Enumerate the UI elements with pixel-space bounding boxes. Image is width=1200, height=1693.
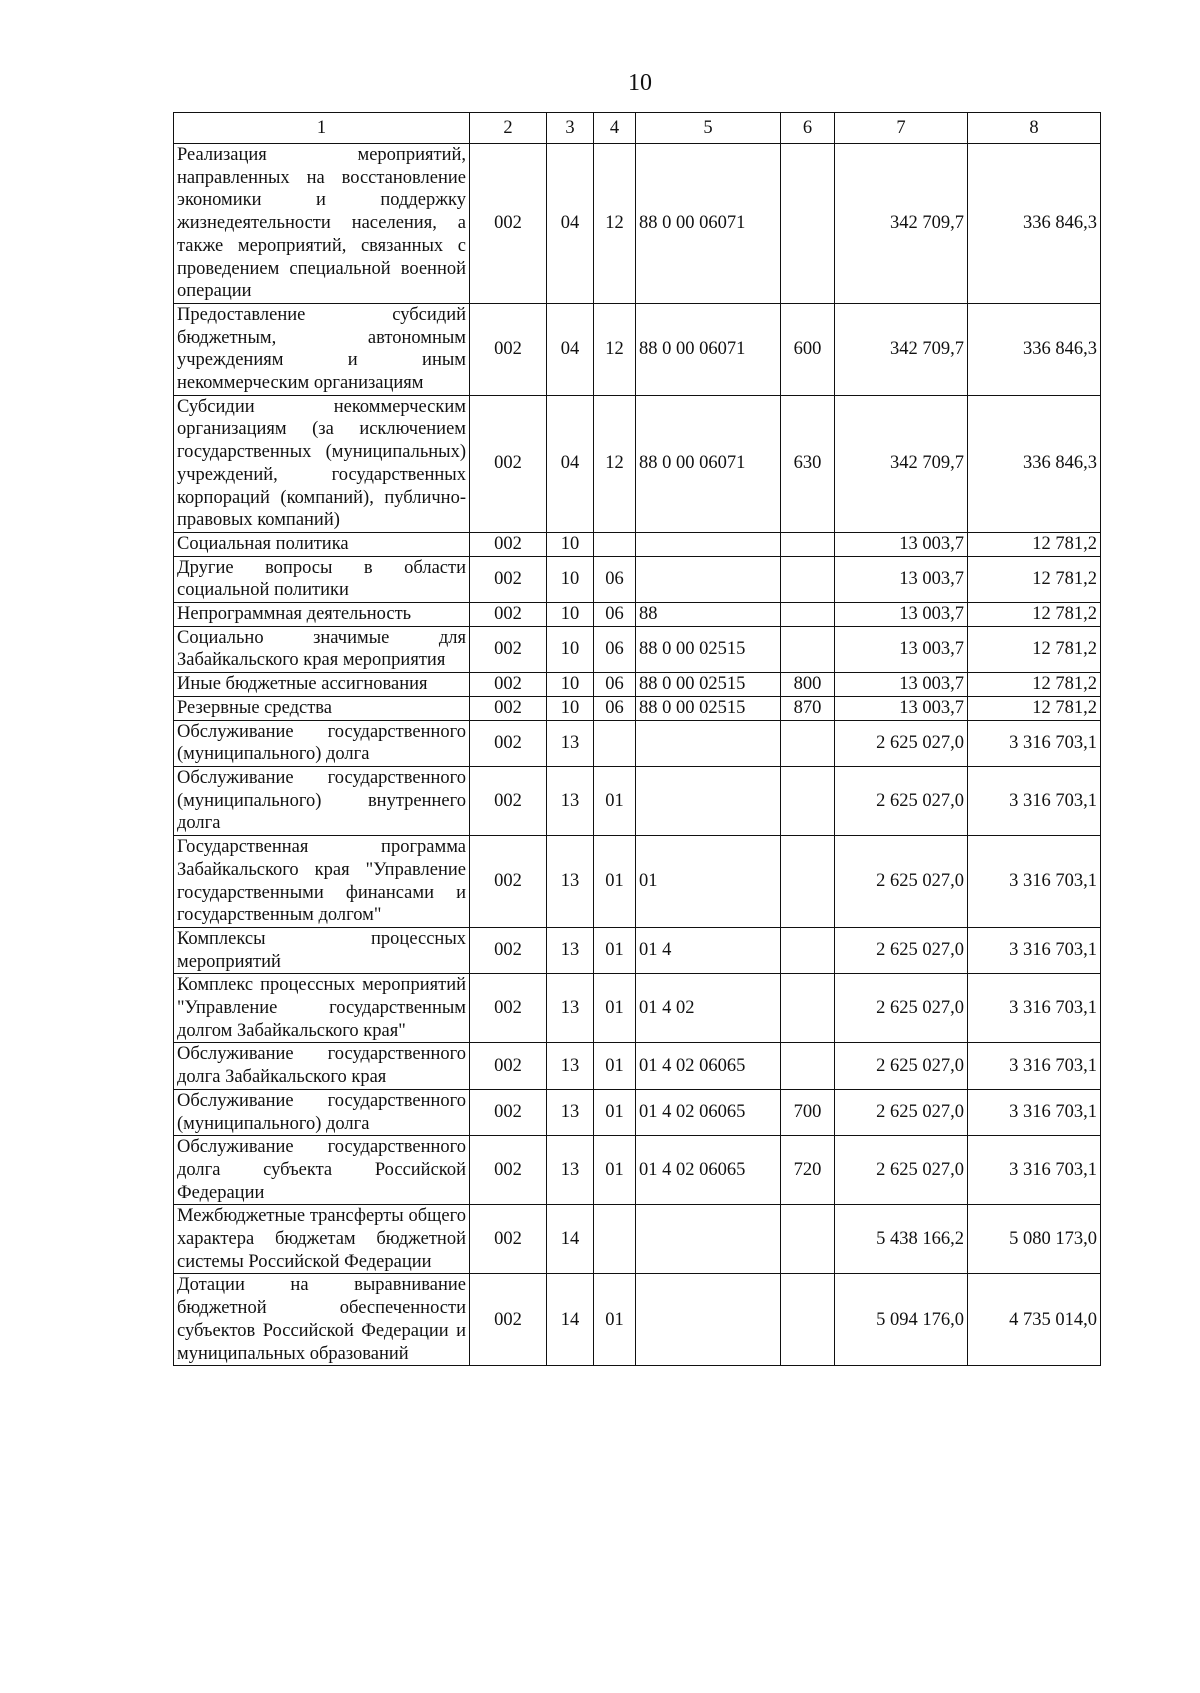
row-name-cell: Межбюджетные трансферты общего характера бюджетам бюджетной системы Российской Федерации — [174, 1205, 470, 1274]
amount-cell-year1: 5 438 166,2 — [835, 1205, 968, 1274]
target-article-cell: 01 4 — [636, 927, 781, 973]
expense-type-cell — [781, 144, 835, 304]
amount-cell-year1: 13 003,7 — [835, 696, 968, 720]
target-article-cell: 01 4 02 06065 — [636, 1136, 781, 1205]
section-cell: 10 — [547, 626, 594, 672]
subsection-cell: 01 — [594, 1274, 636, 1366]
header-cell: 6 — [781, 113, 835, 144]
expense-type-cell — [781, 974, 835, 1043]
amount-cell-year2: 12 781,2 — [968, 673, 1101, 697]
code-cell: 002 — [470, 974, 547, 1043]
amount-cell-year2: 336 846,3 — [968, 395, 1101, 532]
amount-cell-year2: 3 316 703,1 — [968, 1089, 1101, 1135]
row-name-cell: Предоставление субсидий бюджетным, автономным учреждениям и иным некоммерческим организациям — [174, 303, 470, 395]
target-article-cell: 88 0 00 02515 — [636, 626, 781, 672]
row-name-cell: Социальная политика — [174, 532, 470, 556]
amount-cell-year1: 342 709,7 — [835, 303, 968, 395]
header-row — [174, 113, 1101, 144]
subsection-cell: 01 — [594, 927, 636, 973]
amount-cell-year1: 2 625 027,0 — [835, 1136, 968, 1205]
code-cell: 002 — [470, 1136, 547, 1205]
subsection-cell: 01 — [594, 836, 636, 928]
table-row — [174, 532, 1101, 556]
section-cell: 13 — [547, 927, 594, 973]
subsection-cell — [594, 720, 636, 766]
code-cell: 002 — [470, 303, 547, 395]
section-cell: 10 — [547, 696, 594, 720]
section-cell: 13 — [547, 720, 594, 766]
header-cell: 4 — [594, 113, 636, 144]
amount-cell-year2: 12 781,2 — [968, 696, 1101, 720]
code-cell: 002 — [470, 532, 547, 556]
table-row — [174, 1205, 1101, 1274]
target-article-cell — [636, 556, 781, 602]
table-row — [174, 974, 1101, 1043]
expense-type-cell: 870 — [781, 696, 835, 720]
target-article-cell: 88 0 00 02515 — [636, 696, 781, 720]
amount-cell-year2: 4 735 014,0 — [968, 1274, 1101, 1366]
target-article-cell: 01 4 02 — [636, 974, 781, 1043]
page-number: 10 — [628, 70, 652, 96]
amount-cell-year1: 13 003,7 — [835, 532, 968, 556]
target-article-cell — [636, 720, 781, 766]
table-row — [174, 836, 1101, 928]
subsection-cell: 06 — [594, 556, 636, 602]
code-cell: 002 — [470, 720, 547, 766]
row-name-cell: Обслуживание государственного долга субъекта Российской Федерации — [174, 1136, 470, 1205]
expense-type-cell — [781, 720, 835, 766]
expense-type-cell — [781, 927, 835, 973]
amount-cell-year1: 2 625 027,0 — [835, 1043, 968, 1089]
code-cell: 002 — [470, 144, 547, 304]
amount-cell-year1: 2 625 027,0 — [835, 766, 968, 835]
table-row — [174, 1043, 1101, 1089]
target-article-cell: 88 0 00 02515 — [636, 673, 781, 697]
amount-cell-year1: 13 003,7 — [835, 603, 968, 627]
header-cell: 1 — [174, 113, 470, 144]
code-cell: 002 — [470, 696, 547, 720]
header-cell: 2 — [470, 113, 547, 144]
code-cell: 002 — [470, 927, 547, 973]
amount-cell-year2: 336 846,3 — [968, 144, 1101, 304]
section-cell: 14 — [547, 1205, 594, 1274]
subsection-cell: 01 — [594, 1089, 636, 1135]
amount-cell-year2: 12 781,2 — [968, 556, 1101, 602]
section-cell: 04 — [547, 144, 594, 304]
amount-cell-year2: 3 316 703,1 — [968, 766, 1101, 835]
table-row — [174, 1089, 1101, 1135]
amount-cell-year1: 5 094 176,0 — [835, 1274, 968, 1366]
expense-type-cell — [781, 766, 835, 835]
subsection-cell: 06 — [594, 696, 636, 720]
table-row — [174, 395, 1101, 532]
section-cell: 04 — [547, 395, 594, 532]
row-name-cell: Комплексы процессных мероприятий — [174, 927, 470, 973]
header-cell: 5 — [636, 113, 781, 144]
target-article-cell: 01 4 02 06065 — [636, 1043, 781, 1089]
table-body — [174, 144, 1101, 1366]
table-row — [174, 603, 1101, 627]
row-name-cell: Обслуживание государственного (муниципального) долга — [174, 720, 470, 766]
code-cell: 002 — [470, 673, 547, 697]
section-cell: 13 — [547, 1136, 594, 1205]
expense-type-cell — [781, 1274, 835, 1366]
expense-type-cell — [781, 1043, 835, 1089]
section-cell: 10 — [547, 532, 594, 556]
row-name-cell: Дотации на выравнивание бюджетной обеспеченности субъектов Российской Федерации и муниципальных образований — [174, 1274, 470, 1366]
subsection-cell: 01 — [594, 1136, 636, 1205]
expense-type-cell: 700 — [781, 1089, 835, 1135]
amount-cell-year1: 13 003,7 — [835, 626, 968, 672]
row-name-cell: Обслуживание государственного долга Забайкальского края — [174, 1043, 470, 1089]
code-cell: 002 — [470, 836, 547, 928]
code-cell: 002 — [470, 766, 547, 835]
expense-type-cell: 600 — [781, 303, 835, 395]
amount-cell-year2: 3 316 703,1 — [968, 974, 1101, 1043]
table-row — [174, 1274, 1101, 1366]
amount-cell-year2: 3 316 703,1 — [968, 1043, 1101, 1089]
target-article-cell: 01 — [636, 836, 781, 928]
amount-cell-year1: 13 003,7 — [835, 673, 968, 697]
expense-type-cell: 800 — [781, 673, 835, 697]
expense-type-cell — [781, 603, 835, 627]
amount-cell-year2: 3 316 703,1 — [968, 1136, 1101, 1205]
expense-type-cell — [781, 836, 835, 928]
row-name-cell: Реализация мероприятий, направленных на восстановление экономики и поддержку жизнедеятельности населения, а также мероприятий, связанных с проведением специальной военной операции — [174, 144, 470, 304]
subsection-cell: 06 — [594, 603, 636, 627]
code-cell: 002 — [470, 603, 547, 627]
amount-cell-year1: 2 625 027,0 — [835, 927, 968, 973]
section-cell: 13 — [547, 766, 594, 835]
row-name-cell: Социально значимые для Забайкальского края мероприятия — [174, 626, 470, 672]
amount-cell-year2: 12 781,2 — [968, 603, 1101, 627]
row-name-cell: Другие вопросы в области социальной политики — [174, 556, 470, 602]
header-cell: 3 — [547, 113, 594, 144]
code-cell: 002 — [470, 1274, 547, 1366]
expense-type-cell — [781, 556, 835, 602]
amount-cell-year1: 2 625 027,0 — [835, 836, 968, 928]
amount-cell-year2: 12 781,2 — [968, 532, 1101, 556]
subsection-cell: 01 — [594, 1043, 636, 1089]
expense-type-cell — [781, 626, 835, 672]
table-row — [174, 927, 1101, 973]
subsection-cell: 01 — [594, 766, 636, 835]
amount-cell-year2: 336 846,3 — [968, 303, 1101, 395]
target-article-cell: 88 0 00 06071 — [636, 395, 781, 532]
section-cell: 10 — [547, 673, 594, 697]
row-name-cell: Обслуживание государственного (муниципального) долга — [174, 1089, 470, 1135]
section-cell: 04 — [547, 303, 594, 395]
code-cell: 002 — [470, 1089, 547, 1135]
amount-cell-year2: 5 080 173,0 — [968, 1205, 1101, 1274]
amount-cell-year1: 342 709,7 — [835, 144, 968, 304]
table-row — [174, 556, 1101, 602]
table-row — [174, 766, 1101, 835]
table-row — [174, 696, 1101, 720]
target-article-cell: 88 — [636, 603, 781, 627]
amount-cell-year2: 12 781,2 — [968, 626, 1101, 672]
code-cell: 002 — [470, 626, 547, 672]
row-name-cell: Непрограммная деятельность — [174, 603, 470, 627]
row-name-cell: Резервные средства — [174, 696, 470, 720]
section-cell: 13 — [547, 836, 594, 928]
section-cell: 13 — [547, 1089, 594, 1135]
target-article-cell: 88 0 00 06071 — [636, 303, 781, 395]
budget-table — [173, 112, 1101, 1366]
table-row — [174, 1136, 1101, 1205]
target-article-cell — [636, 1205, 781, 1274]
table-row — [174, 144, 1101, 304]
table-row — [174, 673, 1101, 697]
row-name-cell: Комплекс процессных мероприятий "Управление государственным долгом Забайкальского края" — [174, 974, 470, 1043]
amount-cell-year2: 3 316 703,1 — [968, 927, 1101, 973]
subsection-cell: 12 — [594, 303, 636, 395]
amount-cell-year2: 3 316 703,1 — [968, 836, 1101, 928]
amount-cell-year1: 2 625 027,0 — [835, 974, 968, 1043]
table-row — [174, 626, 1101, 672]
row-name-cell: Иные бюджетные ассигнования — [174, 673, 470, 697]
header-cell: 7 — [835, 113, 968, 144]
expense-type-cell — [781, 1205, 835, 1274]
amount-cell-year2: 3 316 703,1 — [968, 720, 1101, 766]
subsection-cell: 06 — [594, 673, 636, 697]
section-cell: 13 — [547, 1043, 594, 1089]
section-cell: 10 — [547, 603, 594, 627]
row-name-cell: Субсидии некоммерческим организациям (за исключением государственных (муниципальных) учреждений, государственных корпораций (компаний), публично-правовых компаний) — [174, 395, 470, 532]
expense-type-cell: 720 — [781, 1136, 835, 1205]
subsection-cell — [594, 532, 636, 556]
row-name-cell: Государственная программа Забайкальского края "Управление государственными финансами и государственным долгом" — [174, 836, 470, 928]
table-row — [174, 720, 1101, 766]
table-row — [174, 303, 1101, 395]
subsection-cell — [594, 1205, 636, 1274]
amount-cell-year1: 13 003,7 — [835, 556, 968, 602]
subsection-cell: 12 — [594, 395, 636, 532]
subsection-cell: 12 — [594, 144, 636, 304]
subsection-cell: 01 — [594, 974, 636, 1043]
code-cell: 002 — [470, 1043, 547, 1089]
subsection-cell: 06 — [594, 626, 636, 672]
target-article-cell: 01 4 02 06065 — [636, 1089, 781, 1135]
amount-cell-year1: 342 709,7 — [835, 395, 968, 532]
code-cell: 002 — [470, 556, 547, 602]
target-article-cell — [636, 532, 781, 556]
code-cell: 002 — [470, 1205, 547, 1274]
amount-cell-year1: 2 625 027,0 — [835, 720, 968, 766]
target-article-cell — [636, 766, 781, 835]
code-cell: 002 — [470, 395, 547, 532]
expense-type-cell: 630 — [781, 395, 835, 532]
target-article-cell: 88 0 00 06071 — [636, 144, 781, 304]
amount-cell-year1: 2 625 027,0 — [835, 1089, 968, 1135]
header-cell: 8 — [968, 113, 1101, 144]
section-cell: 10 — [547, 556, 594, 602]
expense-type-cell — [781, 532, 835, 556]
section-cell: 13 — [547, 974, 594, 1043]
row-name-cell: Обслуживание государственного (муниципального) внутреннего долга — [174, 766, 470, 835]
target-article-cell — [636, 1274, 781, 1366]
section-cell: 14 — [547, 1274, 594, 1366]
